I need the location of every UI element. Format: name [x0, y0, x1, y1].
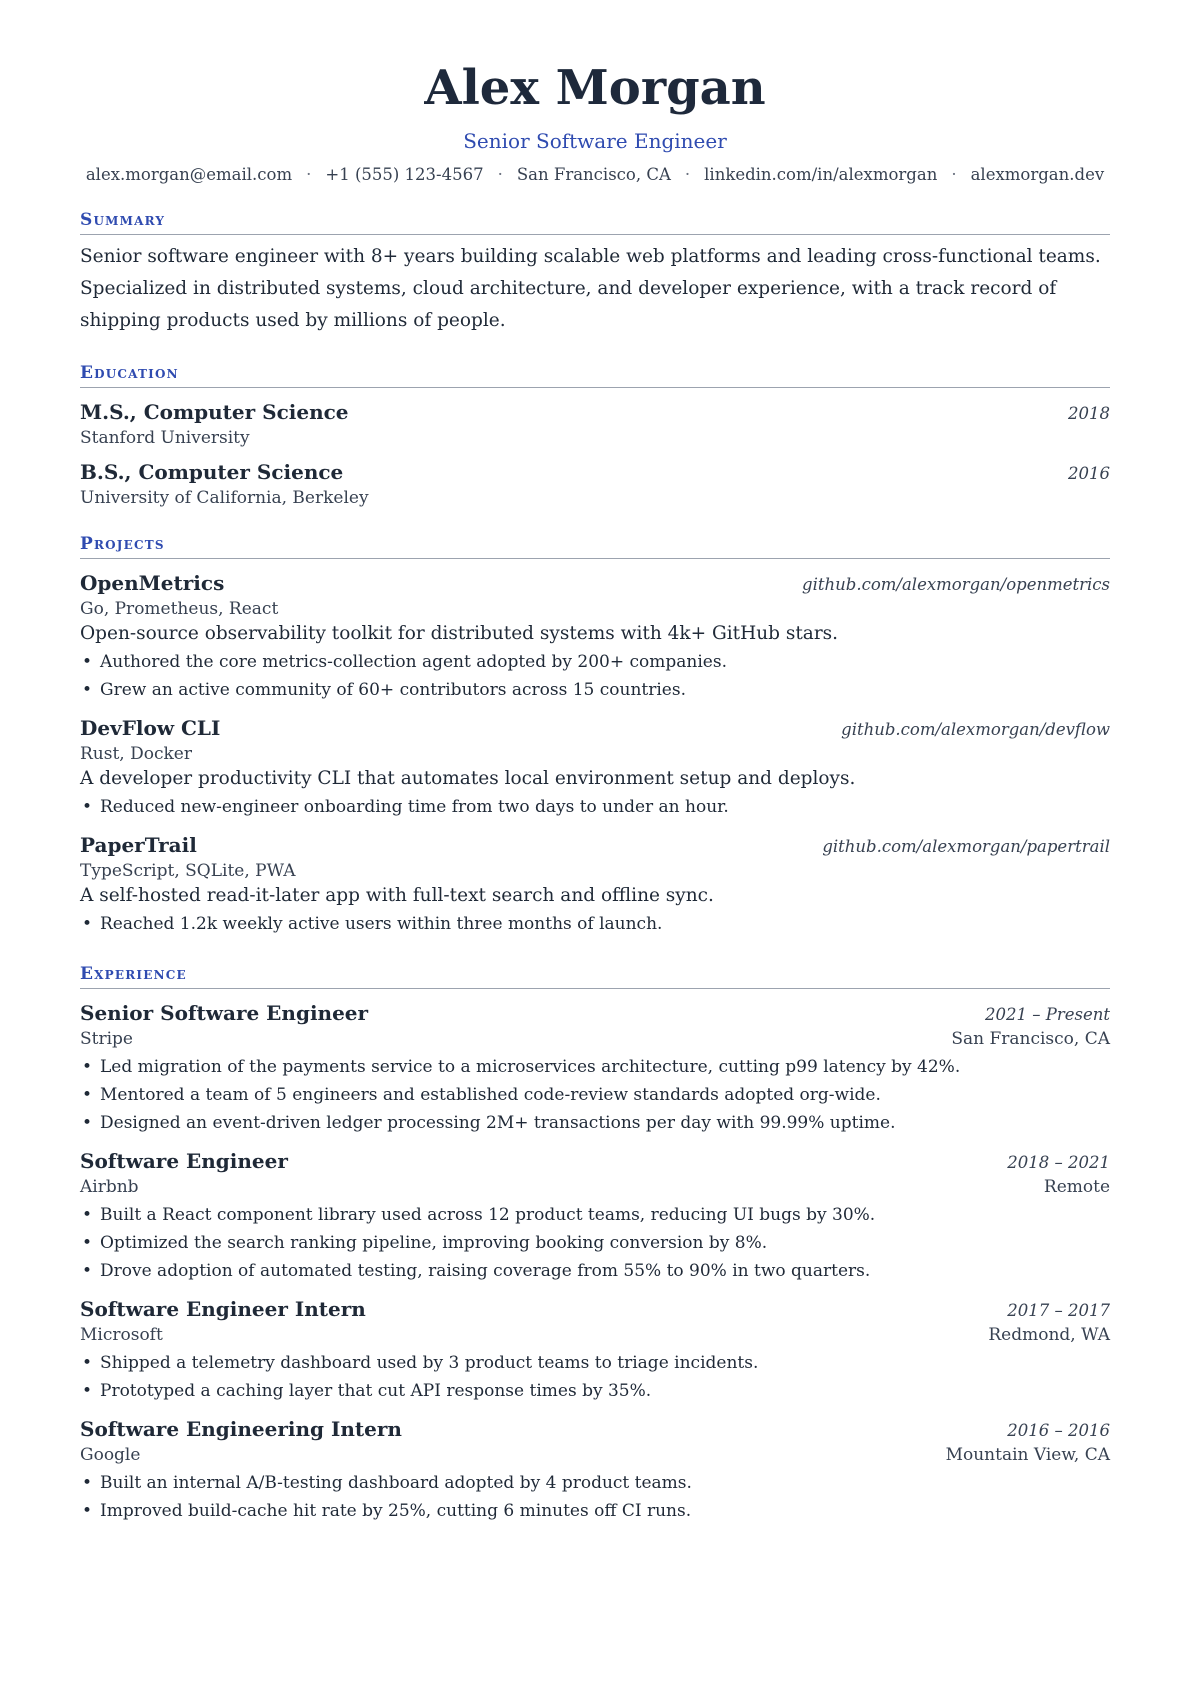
project-link[interactable]: github.com/alexmorgan/papertrail: [822, 836, 1110, 856]
company-name: Airbnb: [80, 1176, 139, 1197]
job-location: San Francisco, CA: [951, 1028, 1110, 1049]
contact-email[interactable]: alex.morgan@email.com: [85, 164, 293, 184]
bullet-item: • Drove adoption of automated testing, raising coverage from 55% to 90% in two quarters.: [80, 1257, 1110, 1285]
job-bullets: [80, 1469, 1110, 1525]
company-name: Google: [80, 1444, 141, 1465]
bullet-item: • Led migration of the payments service to a microservices architecture, cutting p99 latency by 42%.: [80, 1053, 1110, 1081]
project-entry: [80, 571, 1110, 704]
degree-name: M.S., Computer Science: [80, 399, 349, 424]
section-title-education: Education: [80, 363, 1110, 388]
contact-linkedin[interactable]: linkedin.com/in/alexmorgan: [704, 164, 938, 184]
job-title: Senior Software Engineer: [80, 1000, 369, 1025]
candidate-headline: Senior Software Engineer: [463, 128, 727, 153]
resume-header: [80, 62, 1110, 184]
project-tech: Go, Prometheus, React: [80, 598, 279, 619]
bullet-item: • Reached 1.2k weekly active users within three months of launch.: [80, 910, 1110, 938]
graduation-year: 2018: [1068, 403, 1110, 423]
experience-entry: [80, 1417, 1110, 1525]
school-name: University of California, Berkeley: [80, 487, 369, 508]
experience-section: [80, 964, 1110, 1525]
project-tech: Rust, Docker: [80, 743, 192, 764]
project-description: A developer productivity CLI that automates local environment setup and deploys.: [80, 767, 856, 789]
experience-entry: [80, 1001, 1110, 1137]
education-entry: [80, 460, 1110, 508]
job-location: Redmond, WA: [988, 1324, 1110, 1345]
project-name: PaperTrail: [80, 832, 197, 857]
job-dates: 2018 – 2021: [1007, 1152, 1110, 1172]
project-bullets: [80, 793, 1110, 821]
job-location: Mountain View, CA: [945, 1444, 1110, 1465]
project-name: OpenMetrics: [80, 570, 225, 595]
contact-phone[interactable]: +1 (555) 123-4567: [325, 164, 484, 184]
bullet-item: • Built an internal A/B-testing dashboard adopted by 4 product teams.: [80, 1469, 1110, 1497]
degree-name: B.S., Computer Science: [80, 459, 344, 484]
school-name: Stanford University: [80, 427, 250, 448]
project-bullets: [80, 910, 1110, 938]
project-tech: TypeScript, SQLite, PWA: [80, 860, 296, 881]
project-name: DevFlow CLI: [80, 715, 221, 740]
graduation-year: 2016: [1068, 463, 1110, 483]
bullet-item: • Prototyped a caching layer that cut API response times by 35%.: [80, 1377, 1110, 1405]
contact-separator: ·: [497, 164, 503, 184]
job-location: Remote: [1043, 1176, 1110, 1197]
bullet-item: • Designed an event-driven ledger processing 2M+ transactions per day with 99.99% uptime.: [80, 1109, 1110, 1137]
summary-text: Senior software engineer with 8+ years building scalable web platforms and leading cross-functional teams. Specialized in distributed systems, cloud architecture, and developer experience, with a track record of shipping products used by millions of people.: [80, 245, 1101, 331]
project-entry: [80, 833, 1110, 938]
project-link[interactable]: github.com/alexmorgan/devflow: [841, 719, 1110, 739]
job-bullets: [80, 1349, 1110, 1405]
job-dates: 2017 – 2017: [1007, 1300, 1110, 1320]
contact-separator: ·: [951, 164, 957, 184]
section-title-experience: Experience: [80, 964, 1110, 989]
project-entry: [80, 716, 1110, 821]
bullet-item: • Shipped a telemetry dashboard used by 3 product teams to triage incidents.: [80, 1349, 1110, 1377]
job-bullets: [80, 1053, 1110, 1137]
contact-location: San Francisco, CA: [516, 164, 671, 184]
bullet-item: • Improved build-cache hit rate by 25%, cutting 6 minutes off CI runs.: [80, 1497, 1110, 1525]
bullet-item: • Authored the core metrics-collection agent adopted by 200+ companies.: [80, 648, 1110, 676]
bullet-item: • Optimized the search ranking pipeline, improving booking conversion by 8%.: [80, 1229, 1110, 1257]
education-section: [80, 363, 1110, 508]
project-description: A self-hosted read-it-later app with full-text search and offline sync.: [80, 884, 714, 906]
job-dates: 2016 – 2016: [1007, 1420, 1110, 1440]
bullet-item: • Grew an active community of 60+ contributors across 15 countries.: [80, 676, 1110, 704]
section-title-projects: Projects: [80, 534, 1110, 559]
experience-entry: [80, 1297, 1110, 1405]
experience-entry: [80, 1149, 1110, 1285]
section-title-summary: Summary: [80, 210, 1110, 235]
contact-line: [80, 165, 1110, 184]
company-name: Stripe: [80, 1028, 133, 1049]
summary-section: [80, 210, 1110, 337]
project-description: Open-source observability toolkit for distributed systems with 4k+ GitHub stars.: [80, 622, 839, 644]
job-title: Software Engineer: [80, 1148, 288, 1173]
job-title: Software Engineering Intern: [80, 1416, 402, 1441]
education-entry: [80, 400, 1110, 448]
projects-section: [80, 534, 1110, 938]
bullet-item: • Reduced new-engineer onboarding time from two days to under an hour.: [80, 793, 1110, 821]
contact-separator: ·: [306, 164, 312, 184]
job-dates: 2021 – Present: [985, 1004, 1110, 1024]
project-bullets: [80, 648, 1110, 704]
contact-website[interactable]: alexmorgan.dev: [970, 164, 1105, 184]
project-link[interactable]: github.com/alexmorgan/openmetrics: [802, 574, 1110, 594]
job-title: Software Engineer Intern: [80, 1296, 366, 1321]
bullet-item: • Mentored a team of 5 engineers and established code-review standards adopted org-wide.: [80, 1081, 1110, 1109]
bullet-item: • Built a React component library used across 12 product teams, reducing UI bugs by 30%.: [80, 1201, 1110, 1229]
candidate-name: Alex Morgan: [424, 60, 766, 116]
job-bullets: [80, 1201, 1110, 1285]
company-name: Microsoft: [80, 1324, 163, 1345]
contact-separator: ·: [684, 164, 691, 184]
